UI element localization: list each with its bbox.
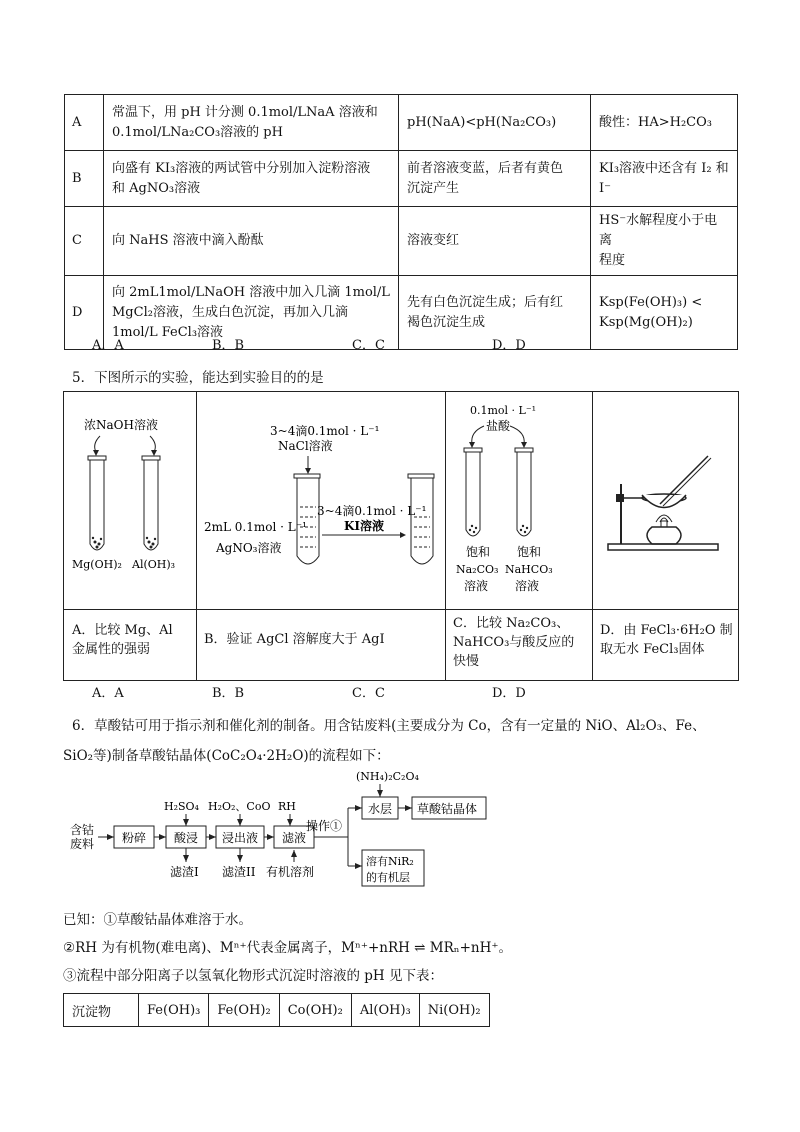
test-tube-nahco3	[515, 448, 533, 452]
q5-figure-table	[63, 391, 739, 681]
reagent-label: 浓NaOH溶液	[84, 418, 158, 432]
header-cell: Co(OH)₂	[279, 994, 351, 1027]
operation-cell: 常温下，用 pH 计分测 0.1mol/LNaA 溶液和 0.1mol/LNa₂CO₃溶液的 pH	[104, 95, 399, 151]
tube-label: 溶液	[515, 579, 540, 593]
tube-label: Na₂CO₃	[456, 563, 499, 576]
test-tube-aloh3	[142, 456, 160, 460]
q5-diagrams	[64, 392, 738, 609]
reagent-label: 盐酸	[486, 419, 511, 433]
option-c[interactable]: C．C	[352, 686, 385, 701]
option-a[interactable]: A．A	[92, 686, 124, 701]
panel-b-caption: B．验证 AgCl 溶解度大于 AgI	[204, 632, 385, 647]
known-2: ②RH 为有机物(难电离)、Mⁿ⁺代表金属离子，Mⁿ⁺+nRH ⇌ MRₙ+nH⁺。	[63, 940, 513, 956]
phenomenon-cell: pH(NaA)<pH(Na₂CO₃)	[399, 95, 591, 151]
conclusion-cell: Ksp(Fe(OH)₃) < Ksp(Mg(OH)₂)	[591, 276, 738, 350]
tube-label: 饱和	[466, 545, 491, 559]
flow-start: 废料	[70, 837, 95, 851]
option-b[interactable]: B．B	[212, 686, 245, 701]
known-1: 已知：①草酸钴晶体难溶于水。	[63, 912, 252, 928]
tube-label: NaHCO₃	[505, 563, 553, 576]
option-d[interactable]: D．D	[492, 338, 526, 353]
reagent-label: (NH₄)₂C₂O₄	[356, 770, 419, 783]
ph-table	[63, 993, 490, 1027]
svg-text:浸出液: 浸出液	[222, 831, 259, 845]
q6-flowchart	[66, 768, 566, 898]
drop-label: KI溶液	[344, 519, 385, 533]
header-cell: Fe(OH)₂	[209, 994, 279, 1027]
row-label: D	[65, 276, 104, 350]
svg-text:水层: 水层	[368, 802, 393, 816]
row-label: C	[65, 207, 104, 276]
q6-stem-line1: 6．草酸钴可用于指示剂和催化剂的制备。用含钴废料(主要成分为 Co，含有一定量的 NiO、Al₂O₃、Fe、	[72, 718, 706, 734]
header-cell: Fe(OH)₃	[139, 994, 209, 1027]
svg-text:粉碎: 粉碎	[122, 831, 147, 845]
header-cell: Al(OH)₃	[351, 994, 419, 1027]
option-d[interactable]: D．D	[492, 686, 526, 701]
tube-label: 溶液	[464, 579, 489, 593]
conclusion-cell: HS⁻水解程度小于电离 程度	[591, 207, 738, 276]
drop-label: 3~4滴0.1mol · L⁻¹	[317, 504, 427, 518]
reagent-label: H₂SO₄	[164, 800, 199, 813]
stand-base	[608, 544, 718, 550]
panel-c-diagram	[456, 404, 553, 593]
panel-b-diagram	[204, 424, 434, 564]
test-tube-na2co3	[464, 448, 482, 452]
conclusion-cell: 酸性：HA>H₂CO₃	[591, 95, 738, 151]
drop-label: NaCl溶液	[278, 439, 333, 453]
header-cell: Ni(OH)₂	[419, 994, 489, 1027]
conclusion-cell: KI₃溶液中还含有 I₂ 和 I⁻	[591, 151, 738, 207]
panel-d-caption: D．由 FeCl₃·6H₂O 制 取无水 FeCl₃固体	[600, 623, 733, 657]
tube-label: AgNO₃溶液	[216, 541, 282, 555]
test-tube-agno3	[294, 474, 320, 478]
flow-start: 含钴	[70, 823, 95, 837]
option-a[interactable]: A．A	[92, 338, 124, 353]
residue-label: 滤渣II	[222, 865, 256, 879]
operation-cell: 向盛有 KI₃溶液的两试管中分别加入淀粉溶液 和 AgNO₃溶液	[104, 151, 399, 207]
table-row	[64, 994, 490, 1027]
tube-label: Mg(OH)₂	[72, 558, 122, 571]
svg-text:溶有NiR₂: 溶有NiR₂	[366, 855, 414, 868]
operation-cell: 向 2mL1mol/LNaOH 溶液中加入几滴 1mol/L MgCl₂溶液，生成白色沉淀，再加入几滴 1mol/L FeCl₃溶液	[104, 276, 399, 350]
svg-text:的有机层: 的有机层	[366, 871, 410, 884]
phenomenon-cell: 前者溶液变蓝，后者有黄色 沉淀产生	[399, 151, 591, 207]
q4-options	[0, 334, 800, 354]
residue-label: 滤渣I	[170, 865, 199, 879]
panel-a-diagram	[72, 417, 175, 571]
phenomenon-cell: 溶液变红	[399, 207, 591, 276]
q4-experiment-table	[64, 94, 738, 350]
solvent-label: 有机溶剂	[266, 865, 315, 879]
row-label: A	[65, 95, 104, 151]
test-tube-agcl	[408, 474, 434, 478]
tube-label: 2mL 0.1mol · L⁻¹	[204, 520, 307, 534]
svg-text:草酸钴晶体: 草酸钴晶体	[417, 802, 478, 816]
panel-c-caption: C．比较 Na₂CO₃、 NaHCO₃与酸反应的 快慢	[453, 616, 575, 669]
panel-d-diagram	[608, 456, 718, 550]
drop-label: 3~4滴0.1mol · L⁻¹	[270, 424, 380, 438]
table-row	[65, 95, 738, 151]
svg-text:滤液: 滤液	[282, 831, 307, 845]
tube-label: Al(OH)₃	[132, 558, 176, 571]
reagent-label: 0.1mol · L⁻¹	[470, 404, 537, 417]
operation-cell: 向 NaHS 溶液中滴入酚酞	[104, 207, 399, 276]
option-c[interactable]: C．C	[352, 338, 385, 353]
q6-stem-line2: SiO₂等)制备草酸钴晶体(CoC₂O₄·2H₂O)的流程如下：	[63, 748, 390, 764]
phenomenon-cell: 先有白色沉淀生成；后有红 褐色沉淀生成	[399, 276, 591, 350]
operation-label: 操作①	[306, 819, 343, 833]
test-tube-mgoh2	[88, 456, 106, 460]
q5-stem: 5．下图所示的实验，能达到实验目的的是	[72, 370, 324, 386]
svg-text:酸浸: 酸浸	[174, 831, 199, 845]
alcohol-lamp	[647, 527, 681, 544]
table-row	[65, 207, 738, 276]
header-cell: 沉淀物	[64, 994, 139, 1027]
tube-label: 饱和	[517, 545, 542, 559]
panel-a-caption: A．比较 Mg、Al 金属性的强弱	[72, 623, 173, 657]
reagent-label: RH	[278, 800, 296, 813]
known-3: ③流程中部分阳离子以氢氧化物形式沉淀时溶液的 pH 见下表：	[63, 968, 443, 984]
option-b[interactable]: B．B	[212, 338, 245, 353]
row-label: B	[65, 151, 104, 207]
q5-options	[0, 682, 800, 702]
reagent-label: H₂O₂、CoO	[208, 800, 271, 813]
table-row	[65, 151, 738, 207]
